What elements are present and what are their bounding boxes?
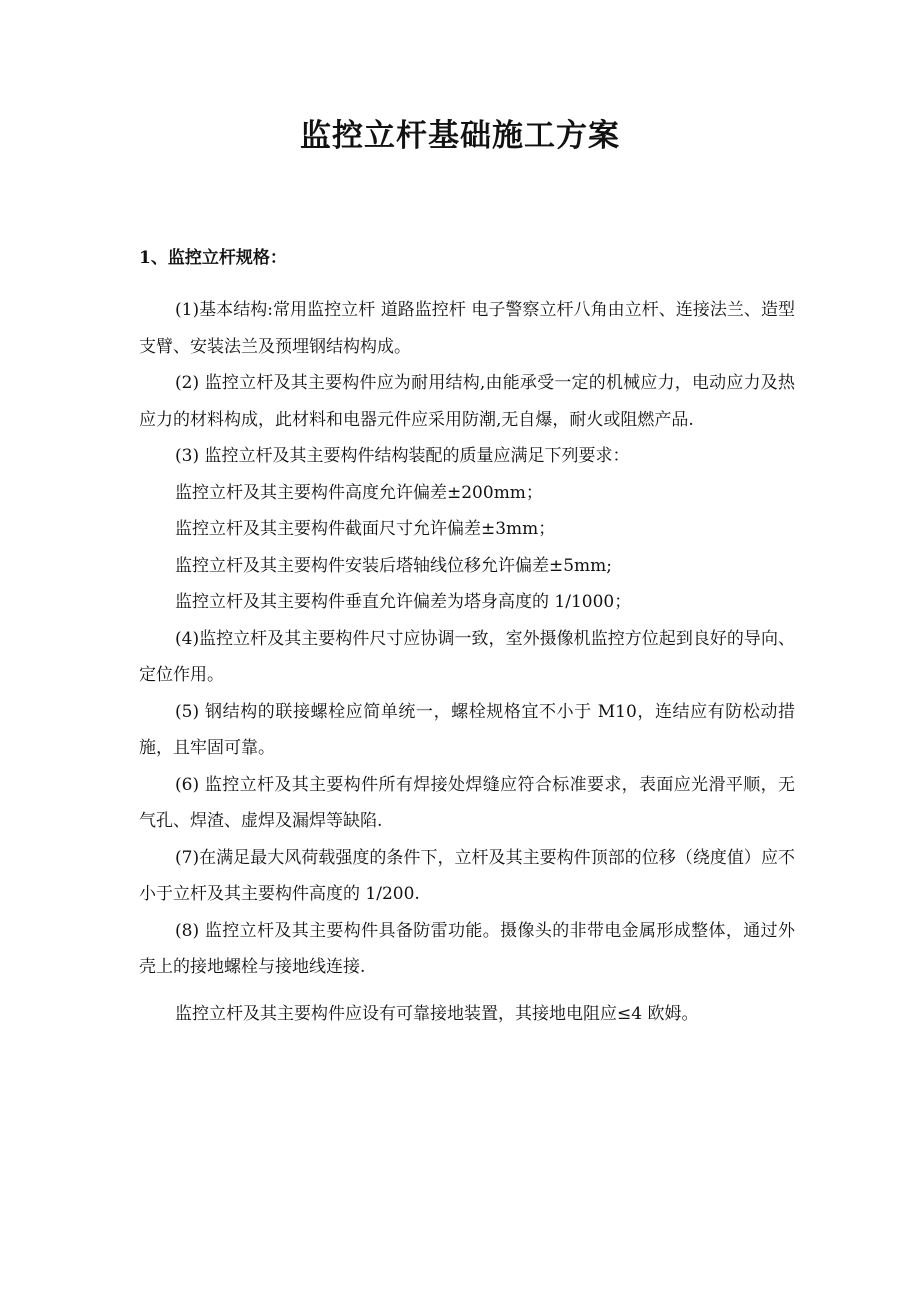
requirement-axis-displacement: 监控立杆及其主要构件安装后塔轴线位移允许偏差±5mm; xyxy=(175,555,613,576)
paragraph-bolts: (5) 钢结构的联接螺栓应简单统一，螺栓规格宜不小于 M10，连结应有防松动措施，且牢固可靠。 xyxy=(139,701,795,758)
paragraph-grounding: 监控立杆及其主要构件应设有可靠接地装置，其接地电阻应≤4 欧姆。 xyxy=(175,1003,699,1024)
document-title: 监控立杆基础施工方案 xyxy=(300,118,620,154)
paragraph-assembly-quality: (3) 监控立杆及其主要构件结构装配的质量应满足下列要求： xyxy=(175,446,630,466)
paragraph-welding: (6) 监控立杆及其主要构件所有焊接处焊缝应符合标准要求，表面应光滑平顺，无气孔、焊渣、虚焊及漏焊等缺陷. xyxy=(139,774,795,831)
paragraph-durable-structure: (2) 监控立杆及其主要构件应为耐用结构,由能承受一定的机械应力，电动应力及热应力的材料构成，此材料和电器元件应采用防潮,无自爆，耐火或阻燃产品. xyxy=(139,373,795,430)
requirement-height-tolerance: 监控立杆及其主要构件高度允许偏差±200mm； xyxy=(175,482,543,503)
paragraph-dimension-coordination: (4)监控立杆及其主要构件尺寸应协调一致，室外摄像机监控方位起到良好的导向、定位作用。 xyxy=(139,628,795,685)
document-body xyxy=(139,292,795,1032)
paragraph-basic-structure: (1)基本结构:常用监控立杆 道路监控杆 电子警察立杆八角由立杆、连接法兰、造型支臂、安装法兰及预埋钢结构构成。 xyxy=(139,300,795,357)
requirement-section-tolerance: 监控立杆及其主要构件截面尺寸允许偏差±3mm； xyxy=(175,519,556,539)
paragraph-wind-load: (7)在满足最大风荷载强度的条件下，立杆及其主要构件顶部的位移（绕度值）应不小于立杆及其主要构件高度的 1/200. xyxy=(139,847,795,904)
paragraph-lightning-protection: (8) 监控立杆及其主要构件具备防雷功能。摄像头的非带电金属形成整体，通过外壳上的接地螺栓与接地线连接. xyxy=(139,920,795,977)
requirement-verticality: 监控立杆及其主要构件垂直允许偏差为塔身高度的 1/1000； xyxy=(175,592,632,612)
section-heading: 1、监控立杆规格： xyxy=(139,248,287,268)
